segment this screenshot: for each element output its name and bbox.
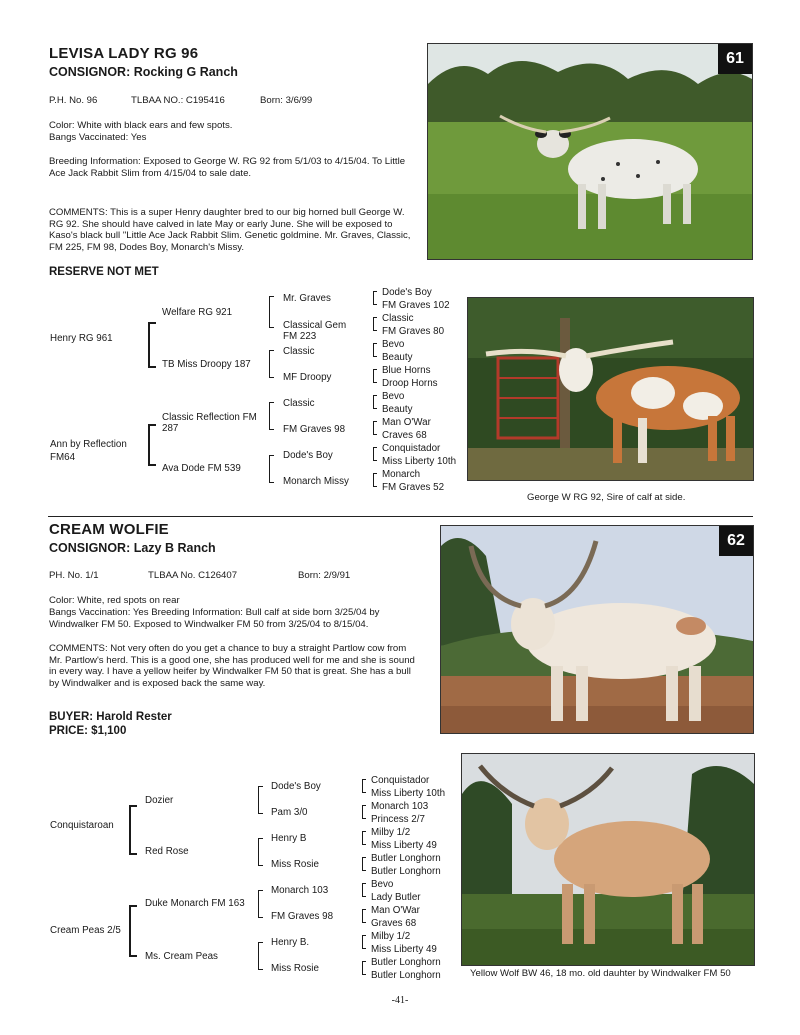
lot62-bracket-g3-6 — [362, 935, 366, 949]
lot62-gen4-4b: Lady Butler — [371, 892, 421, 903]
lot62-gen4-0b: Miss Liberty 10th — [371, 788, 446, 799]
lot61-consignor: CONSIGNOR: Rocking G Ranch — [49, 65, 238, 79]
lot61-tlbaa: TLBAA NO.: C195416 — [131, 95, 225, 106]
lot61-ph: P.H. No. 96 — [49, 95, 98, 106]
lot62-gen4-1b: Princess 2/7 — [371, 814, 425, 825]
lot61-bracket-g3-2 — [373, 343, 377, 357]
lot62-gen4-4a: Bevo — [371, 879, 394, 890]
lot62-bangs-breeding: Bangs Vaccination: Yes Breeding Information: Bull calf at side born 3/25/04 by Windwalker FM 50. Exposed to Windwalker FM 50 from 3/25/04 to 8/15/04. — [49, 607, 380, 630]
lot62-gen3-1: Pam 3/0 — [271, 807, 308, 818]
lot62-bracket-g3-7 — [362, 961, 366, 975]
lot61-gen4-5a: Man O'War — [382, 417, 431, 428]
lot61-result: RESERVE NOT MET — [49, 266, 159, 278]
lot62-title: CREAM WOLFIE — [49, 521, 169, 538]
lot61-born: Born: 3/6/99 — [260, 95, 313, 106]
lot61-gen4-4a: Bevo — [382, 391, 405, 402]
lot61-gen2-3: Ava Dode FM 539 — [162, 463, 241, 474]
lot62-gen3-5: FM Graves 98 — [271, 911, 334, 922]
lot61-breeding: Breeding Information: Exposed to George W. RG 92 from 5/1/03 to 4/15/04. To Little Ace Jack Rabbit Slim from 4/15/04 to sale date. — [49, 156, 406, 179]
lot61-gen3-1: Classical Gem FM 223 — [283, 320, 347, 342]
lot62-heifer-photo — [461, 753, 755, 966]
lot62-gen3-7: Miss Rosie — [271, 963, 319, 974]
lot61-bracket-g3-5 — [373, 421, 377, 435]
lot61-gen4-3b: Droop Horns — [382, 378, 438, 389]
lot62-consignor: CONSIGNOR: Lazy B Ranch — [49, 541, 216, 555]
lot62-gen3-2: Henry B — [271, 833, 307, 844]
lot61-gen3-4: Classic — [283, 398, 315, 409]
lot62-comments: COMMENTS: Not very often do you get a chance to buy a straight Partlow cow from Mr. Partlow's herd. This is a good one, she has produced well for me and she is sound in every way. I have a yellow heifer by Windwalker FM 50 that is great. She has a bull by Windwalker and is exposed back the same way. — [49, 643, 415, 689]
lot61-bracket-sire — [148, 322, 156, 368]
lot62-gen4-3a: Butler Longhorn — [371, 853, 441, 864]
lot61-dam: Ann by Reflection FM64 — [50, 439, 127, 463]
lot62-gen4-2b: Miss Liberty 49 — [371, 840, 437, 851]
lot61-number-badge: 61 — [718, 44, 752, 74]
lot61-photo-caption: George W RG 92, Sire of calf at side. — [527, 492, 686, 503]
lot62-gen3-6: Henry B. — [271, 937, 310, 948]
lot62-bracket-g2-0 — [258, 786, 263, 814]
section-divider — [48, 516, 753, 517]
lot61-gen4-6a: Conquistador — [382, 443, 441, 454]
lot62-gen3-3: Miss Rosie — [271, 859, 319, 870]
lot61-gen2-0: Welfare RG 921 — [162, 307, 233, 318]
lot61-bracket-g2-2 — [269, 402, 274, 430]
lot62-bracket-g2-1 — [258, 838, 263, 866]
lot62-gen4-1a: Monarch 103 — [371, 801, 429, 812]
lot61-bracket-g3-6 — [373, 447, 377, 461]
lot61-gen3-5: FM Graves 98 — [283, 424, 346, 435]
lot61-bracket-dam — [148, 424, 156, 466]
lot61-gen4-2b: Beauty — [382, 352, 413, 363]
lot61-bracket-g2-0 — [269, 296, 274, 328]
lot62-ph: PH. No. 1/1 — [49, 570, 99, 581]
lot61-gen3-0: Mr. Graves — [283, 293, 331, 304]
lot61-gen4-6b: Miss Liberty 10th — [382, 456, 457, 467]
lot62-bracket-g3-1 — [362, 805, 366, 819]
lot62-born: Born: 2/9/91 — [298, 570, 351, 581]
lot61-title: LEVISA LADY RG 96 — [49, 45, 199, 62]
lot61-bracket-g3-1 — [373, 317, 377, 331]
lot61-bracket-g3-0 — [373, 291, 377, 305]
lot61-bracket-g3-7 — [373, 473, 377, 487]
lot61-cow-photo — [427, 43, 753, 260]
lot62-color: Color: White, red spots on rear — [49, 595, 180, 606]
lot62-gen4-7b: Butler Longhorn — [371, 970, 441, 981]
lot62-bracket-g3-5 — [362, 909, 366, 923]
lot61-gen4-7b: FM Graves 52 — [382, 482, 445, 493]
lot62-gen4-5b: Graves 68 — [371, 918, 417, 929]
lot62-bracket-g2-2 — [258, 890, 263, 918]
lot61-gen3-2: Classic — [283, 346, 315, 357]
lot62-sire: Conquistaroan — [50, 820, 114, 831]
lot61-gen4-1a: Classic — [382, 313, 414, 324]
lot62-gen4-6a: Milby 1/2 — [371, 931, 411, 942]
lot62-bracket-g3-4 — [362, 883, 366, 897]
lot62-gen4-2a: Milby 1/2 — [371, 827, 411, 838]
lot62-bracket-g2-3 — [258, 942, 263, 970]
page-number: -41- — [391, 995, 409, 1006]
lot61-comments: COMMENTS: This is a super Henry daughter bred to our big horned bull George W. RG 92. She should have calved in late May or early June. She will be exposed to Kaso's black bull "Little Ace Jack Rabbit Slim. Genetic goldmine. Mr. Graves, Classic, FM 225, FM 98, Dodes Boy, Monarch's Missy. — [49, 207, 411, 253]
lot61-gen3-7: Monarch Missy — [283, 476, 349, 487]
lot62-bracket-sire — [129, 805, 137, 855]
lot62-gen2-2: Duke Monarch FM 163 — [145, 898, 245, 909]
lot61-gen3-6: Dode's Boy — [283, 450, 333, 461]
lot62-gen3-4: Monarch 103 — [271, 885, 329, 896]
lot62-gen4-7a: Butler Longhorn — [371, 957, 441, 968]
lot61-gen3-3: MF Droopy — [283, 372, 332, 383]
lot61-bangs: Bangs Vaccinated: Yes — [49, 132, 147, 143]
lot62-photo-caption: Yellow Wolf BW 46, 18 mo. old dauhter by Windwalker FM 50 — [470, 968, 731, 979]
lot62-gen4-0a: Conquistador — [371, 775, 430, 786]
lot61-color: Color: White with black ears and few spots. — [49, 120, 233, 131]
lot61-bracket-g2-1 — [269, 350, 274, 378]
longhorn-heifer-image — [462, 754, 754, 965]
longhorn-bull-image — [468, 298, 753, 480]
lot61-gen4-7a: Monarch — [382, 469, 421, 480]
lot61-gen4-0b: FM Graves 102 — [382, 300, 450, 311]
lot62-bracket-g3-0 — [362, 779, 366, 793]
lot61-bracket-g3-3 — [373, 369, 377, 383]
lot62-number-badge: 62 — [719, 526, 753, 556]
lot62-price: PRICE: $1,100 — [49, 725, 127, 737]
lot61-gen4-3a: Blue Horns — [382, 365, 431, 376]
lot62-gen4-3b: Butler Longhorn — [371, 866, 441, 877]
lot62-gen2-0: Dozier — [145, 795, 174, 806]
lot61-gen4-5b: Craves 68 — [382, 430, 427, 441]
lot62-gen2-3: Ms. Cream Peas — [145, 951, 218, 962]
longhorn-cow-image — [428, 44, 752, 259]
lot61-sire: Henry RG 961 — [50, 333, 113, 344]
lot61-gen4-1b: FM Graves 80 — [382, 326, 445, 337]
lot61-gen4-2a: Bevo — [382, 339, 405, 350]
longhorn-cow-image — [441, 526, 753, 733]
lot62-gen4-6b: Miss Liberty 49 — [371, 944, 437, 955]
lot62-dam: Cream Peas 2/5 — [50, 925, 121, 936]
lot61-gen2-2: Classic Reflection FM 287 — [162, 412, 257, 434]
lot62-gen4-5a: Man O'War — [371, 905, 420, 916]
lot61-sire-photo — [467, 297, 754, 481]
lot61-gen4-0a: Dode's Boy — [382, 287, 432, 298]
lot62-buyer: BUYER: Harold Rester — [49, 711, 172, 723]
lot62-gen3-0: Dode's Boy — [271, 781, 321, 792]
lot62-cow-photo — [440, 525, 754, 734]
lot61-bracket-g2-3 — [269, 455, 274, 483]
lot61-gen4-4b: Beauty — [382, 404, 413, 415]
lot62-bracket-dam — [129, 905, 137, 957]
lot62-bracket-g3-3 — [362, 857, 366, 871]
lot62-gen2-1: Red Rose — [145, 846, 189, 857]
lot61-bracket-g3-4 — [373, 395, 377, 409]
lot62-bracket-g3-2 — [362, 831, 366, 845]
lot61-gen2-1: TB Miss Droopy 187 — [162, 359, 251, 370]
lot62-tlbaa: TLBAA No. C126407 — [148, 570, 238, 581]
